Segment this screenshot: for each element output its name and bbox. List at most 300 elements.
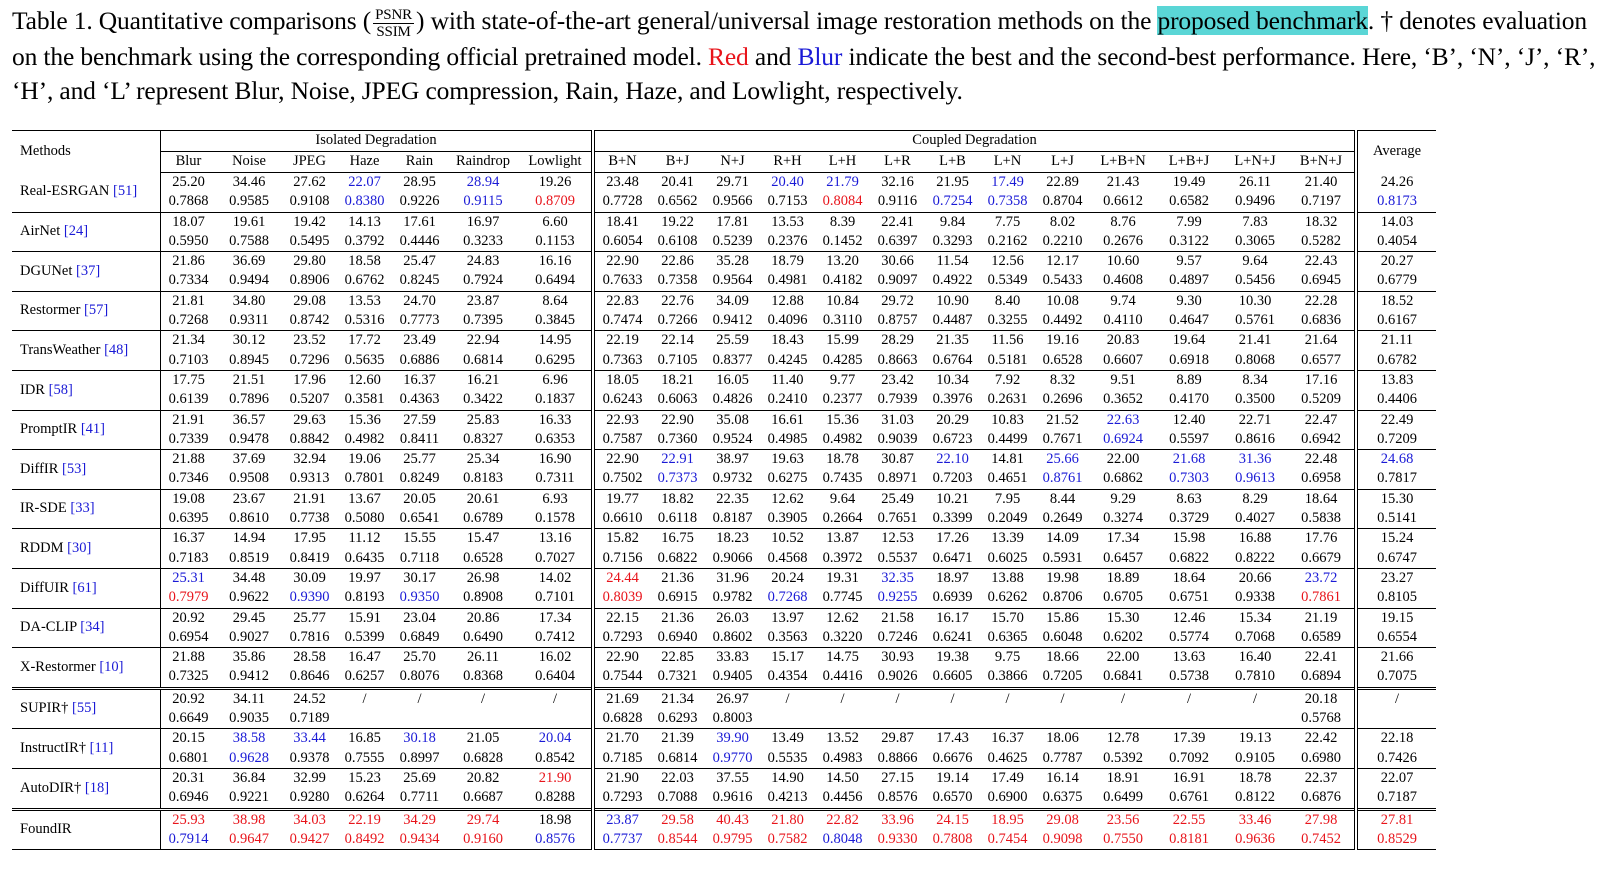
psnr-value: 15.30 xyxy=(1106,609,1140,626)
citation-link[interactable]: [58] xyxy=(44,381,73,398)
ssim-value: 0.5535 xyxy=(767,749,808,766)
column-header-l-b-j: L+B+J xyxy=(1156,152,1222,173)
psnr-value: 14.03 xyxy=(1380,213,1414,230)
ssim-value: 0.9636 xyxy=(1235,830,1275,847)
ssim-value: 0.7454 xyxy=(987,830,1028,847)
psnr-value: 19.14 xyxy=(936,769,969,786)
citation-link[interactable]: [18] xyxy=(81,779,110,796)
metric-cell xyxy=(161,291,217,331)
ssim-value xyxy=(337,709,392,728)
ssim-value: 0.8757 xyxy=(877,312,918,329)
ssim-value: 0.8709 xyxy=(535,193,575,210)
ssim-value: 0.2410 xyxy=(767,391,808,408)
metric-cell xyxy=(1156,410,1222,450)
ssim-value: 0.6789 xyxy=(463,510,503,527)
ssim-value: 0.7321 xyxy=(657,668,698,685)
table-row xyxy=(12,331,1436,371)
metric-cell xyxy=(1156,729,1222,769)
ssim-value: 0.7293 xyxy=(602,789,643,806)
psnr-value: 8.63 xyxy=(1176,490,1202,507)
ssim-value: 0.8646 xyxy=(289,668,330,685)
metric-cell xyxy=(593,410,650,450)
psnr-value: 20.31 xyxy=(172,769,205,786)
psnr-value: 34.09 xyxy=(716,292,749,309)
psnr-value: 22.42 xyxy=(1304,730,1338,747)
metric-cell xyxy=(1356,688,1436,729)
ssim-value: 0.8084 xyxy=(822,193,863,210)
ssim-value: 0.7737 xyxy=(602,830,643,847)
psnr-value: / xyxy=(840,690,845,707)
psnr-value: 21.88 xyxy=(172,451,205,468)
psnr-value: 20.24 xyxy=(771,569,804,586)
metric-cell xyxy=(1222,291,1288,331)
metric-cell xyxy=(760,370,815,410)
psnr-value: 23.27 xyxy=(1380,569,1414,586)
psnr-value: 25.47 xyxy=(403,253,436,270)
metric-cell xyxy=(447,568,519,608)
ssim-value: 0.8544 xyxy=(657,830,698,847)
metric-cell xyxy=(1156,809,1222,850)
method-name xyxy=(12,173,161,213)
metric-cell xyxy=(1222,648,1288,689)
ssim-value: 0.7197 xyxy=(1301,193,1341,210)
column-header-l-h: L+H xyxy=(815,152,870,173)
citation-link[interactable]: [33] xyxy=(66,500,95,517)
psnr-value: 20.29 xyxy=(936,411,969,428)
metric-cell xyxy=(1090,608,1156,648)
metric-cell xyxy=(282,529,337,569)
metric-cell xyxy=(760,529,815,569)
ssim-value: 0.9622 xyxy=(229,589,269,606)
psnr-value: 13.39 xyxy=(991,530,1024,547)
ssim-value: 0.8663 xyxy=(877,351,918,368)
ssim-value: 0.7153 xyxy=(767,193,808,210)
ssim-value: 0.9027 xyxy=(229,628,269,645)
psnr-value: 22.07 xyxy=(348,174,381,190)
method-label: DA-CLIP xyxy=(20,619,77,636)
metric-cell xyxy=(1288,331,1356,371)
method-name xyxy=(12,291,161,331)
psnr-value: 21.95 xyxy=(936,174,969,190)
metric-cell xyxy=(282,212,337,252)
method-name xyxy=(12,370,161,410)
ssim-value: 0.5433 xyxy=(1042,272,1083,289)
metric-cell xyxy=(980,608,1035,648)
psnr-value: 20.86 xyxy=(466,609,500,626)
ssim-value: 0.6822 xyxy=(657,549,698,566)
psnr-value: 23.67 xyxy=(232,490,266,507)
psnr-value: 21.64 xyxy=(1304,332,1338,349)
metric-cell xyxy=(1035,568,1090,608)
ssim-value: 0.7268 xyxy=(767,589,808,606)
psnr-value: 34.29 xyxy=(403,811,436,828)
ssim-value: 0.7303 xyxy=(1169,470,1209,487)
method-label: Restormer xyxy=(20,302,81,319)
pretrained-dagger: † xyxy=(73,779,82,796)
metric-cell xyxy=(161,489,217,529)
metric-cell xyxy=(161,410,217,450)
psnr-value: 22.19 xyxy=(606,332,639,349)
metric-cell xyxy=(815,768,870,809)
metric-cell xyxy=(705,370,760,410)
psnr-value: 19.13 xyxy=(1238,730,1272,747)
psnr-value: 18.52 xyxy=(1380,292,1414,309)
column-header-b-j: B+J xyxy=(650,152,705,173)
metric-cell xyxy=(1222,252,1288,292)
psnr-value: 17.49 xyxy=(991,769,1024,786)
metric-cell xyxy=(980,331,1035,371)
ssim-value: 0.6610 xyxy=(602,510,643,527)
method-name xyxy=(12,568,161,608)
metric-cell xyxy=(1090,331,1156,371)
metric-cell xyxy=(870,252,925,292)
ssim-value: 0.8576 xyxy=(535,830,575,847)
psnr-value: 22.10 xyxy=(936,451,969,468)
metric-cell xyxy=(760,331,815,371)
psnr-value: 27.81 xyxy=(1380,811,1414,828)
caption-red-word: Red xyxy=(708,41,749,71)
psnr-value: 21.34 xyxy=(661,690,694,707)
metric-cell xyxy=(870,450,925,490)
metric-cell xyxy=(392,768,447,809)
coupled-degradation-header: Coupled Degradation xyxy=(593,131,1356,152)
ssim-value: 0.2049 xyxy=(987,510,1028,527)
metric-cell xyxy=(1035,331,1090,371)
psnr-value: 7.92 xyxy=(994,371,1021,388)
ssim-value: 0.9330 xyxy=(877,830,918,847)
psnr-value: 21.80 xyxy=(771,811,804,828)
citation-link[interactable]: [41] xyxy=(77,421,105,438)
ssim-value: 0.6262 xyxy=(987,589,1028,606)
metric-cell xyxy=(1090,648,1156,689)
ssim-value: 0.6764 xyxy=(932,351,973,368)
ssim-value: 0.7373 xyxy=(657,470,698,487)
ssim-value: 0.6649 xyxy=(168,710,209,727)
ssim-value: 0.7544 xyxy=(602,668,643,685)
metric-cell xyxy=(447,608,519,648)
metric-cell xyxy=(392,370,447,410)
ssim-value: 0.5209 xyxy=(1301,391,1341,408)
psnr-value: 18.98 xyxy=(538,811,572,828)
metric-cell xyxy=(705,331,760,371)
psnr-value: 8.89 xyxy=(1176,371,1202,388)
metric-cell xyxy=(760,729,815,769)
metric-cell xyxy=(447,529,519,569)
ssim-value xyxy=(1156,709,1222,728)
metric-cell xyxy=(519,568,593,608)
metric-cell xyxy=(980,529,1035,569)
psnr-value: 22.90 xyxy=(606,253,639,270)
psnr-value: 22.86 xyxy=(661,253,694,270)
psnr-value: 22.47 xyxy=(1304,411,1338,428)
psnr-value: 12.53 xyxy=(881,530,914,547)
psnr-value: 22.18 xyxy=(1380,730,1414,747)
psnr-value: 25.66 xyxy=(1046,451,1079,468)
psnr-value: 17.16 xyxy=(1304,371,1338,388)
metric-cell xyxy=(1222,173,1288,213)
ssim-value: 0.8288 xyxy=(535,789,575,806)
ssim-value: 0.7817 xyxy=(1377,470,1417,487)
psnr-value: 14.90 xyxy=(771,769,804,786)
psnr-value: 25.59 xyxy=(716,332,749,349)
citation-link[interactable]: [37] xyxy=(72,262,101,279)
citation-link[interactable]: [61] xyxy=(68,579,97,596)
psnr-value: 16.85 xyxy=(348,730,381,747)
ssim-value: 0.6612 xyxy=(1103,193,1143,210)
metric-cell xyxy=(870,768,925,809)
metric-cell xyxy=(337,568,392,608)
psnr-value: 29.08 xyxy=(1046,811,1079,828)
ssim-value: 0.5141 xyxy=(1377,510,1417,527)
column-header-lowlight: Lowlight xyxy=(519,152,593,173)
metric-cell xyxy=(161,212,217,252)
ssim-value: 0.7633 xyxy=(602,272,643,289)
psnr-value: 8.76 xyxy=(1110,213,1136,230)
ssim-value: 0.7334 xyxy=(168,272,209,289)
metric-cell xyxy=(650,291,705,331)
metric-cell xyxy=(216,489,282,529)
psnr-value: 24.70 xyxy=(403,292,436,309)
column-header-r-h: R+H xyxy=(760,152,815,173)
table-caption xyxy=(12,4,1597,108)
psnr-value: 13.67 xyxy=(348,490,381,507)
metric-cell xyxy=(650,410,705,450)
psnr-value: 21.81 xyxy=(172,292,205,309)
psnr-value: 22.35 xyxy=(716,490,749,507)
psnr-value: 17.49 xyxy=(991,174,1024,190)
citation-link[interactable]: [48] xyxy=(100,342,129,359)
citation-link[interactable]: [10] xyxy=(95,658,124,675)
metric-cell xyxy=(447,450,519,490)
ssim-value: 0.3866 xyxy=(987,668,1028,685)
metric-cell xyxy=(1356,291,1436,331)
ssim-value: 0.9108 xyxy=(289,193,330,210)
psnr-value: 20.82 xyxy=(466,769,500,786)
psnr-value: 25.77 xyxy=(293,609,326,626)
psnr-value: 22.00 xyxy=(1106,649,1140,666)
ssim-value: 0.2631 xyxy=(987,391,1028,408)
psnr-value: 23.87 xyxy=(606,811,639,828)
psnr-value: 17.72 xyxy=(348,332,381,349)
citation-link[interactable]: [30] xyxy=(63,539,92,556)
metric-cell xyxy=(447,331,519,371)
metric-cell xyxy=(815,688,870,729)
metric-cell xyxy=(593,291,650,331)
ssim-value: 0.9026 xyxy=(877,668,918,685)
metric-cell xyxy=(161,331,217,371)
metric-cell xyxy=(705,489,760,529)
ssim-value: 0.6528 xyxy=(463,549,503,566)
ssim-value: 0.6264 xyxy=(344,789,385,806)
ssim-value: 0.6828 xyxy=(602,710,643,727)
ssim-value: 0.6275 xyxy=(767,470,808,487)
metric-cell xyxy=(870,568,925,608)
metric-cell xyxy=(282,688,337,729)
psnr-value: 26.11 xyxy=(466,649,500,666)
citation-link[interactable]: [51] xyxy=(109,183,138,200)
psnr-value: 19.08 xyxy=(172,490,205,507)
psnr-value: 21.36 xyxy=(661,569,694,586)
ssim-value: 0.7027 xyxy=(535,549,575,566)
metric-cell xyxy=(705,291,760,331)
ssim-value: 0.6562 xyxy=(657,193,698,210)
ssim-value: 0.8249 xyxy=(399,470,440,487)
metric-cell xyxy=(760,212,815,252)
metric-cell xyxy=(161,252,217,292)
ssim-value: 0.1578 xyxy=(535,510,575,527)
metric-cell xyxy=(1035,450,1090,490)
psnr-value: 19.49 xyxy=(1172,174,1206,190)
ssim-value: 0.4982 xyxy=(344,430,385,447)
psnr-value: 15.98 xyxy=(1172,530,1206,547)
method-label: IR-SDE xyxy=(20,500,67,517)
ssim-value: 0.6353 xyxy=(535,430,575,447)
citation-link[interactable]: [53] xyxy=(58,460,87,477)
ssim-value: 0.5207 xyxy=(289,391,330,408)
psnr-value: 16.91 xyxy=(1172,769,1206,786)
metric-cell xyxy=(337,688,392,729)
metric-cell xyxy=(650,608,705,648)
ssim-value: 0.8411 xyxy=(399,430,440,447)
metric-cell xyxy=(447,768,519,809)
psnr-value: 13.83 xyxy=(1380,371,1414,388)
psnr-value: / xyxy=(1005,690,1010,707)
column-header-noise: Noise xyxy=(216,152,282,173)
ssim-value: 0.4110 xyxy=(1103,312,1143,329)
ssim-value: 0.4027 xyxy=(1235,510,1275,527)
psnr-value: 21.11 xyxy=(1380,332,1414,349)
metric-cell xyxy=(1222,568,1288,608)
metric-cell xyxy=(870,212,925,252)
ssim-value: 0.6836 xyxy=(1301,312,1341,329)
psnr-value: 13.52 xyxy=(826,730,859,747)
ssim-value: 0.6202 xyxy=(1103,628,1143,645)
psnr-value: / xyxy=(417,690,422,707)
ssim-value: 0.6747 xyxy=(1377,549,1417,566)
psnr-value: 22.94 xyxy=(466,332,500,349)
ssim-value: 0.6958 xyxy=(1301,470,1341,487)
ssim-value: 0.7914 xyxy=(168,830,209,847)
psnr-value: / xyxy=(480,690,486,707)
metric-cell xyxy=(337,608,392,648)
metric-cell xyxy=(216,410,282,450)
metric-cell xyxy=(870,648,925,689)
psnr-value: 26.11 xyxy=(1238,174,1272,190)
citation-link[interactable]: [55] xyxy=(68,700,97,717)
psnr-value: 20.92 xyxy=(172,690,205,707)
ssim-value: 0.9115 xyxy=(463,193,503,210)
psnr-value: 21.90 xyxy=(538,769,572,786)
metric-cell xyxy=(216,768,282,809)
psnr-value: 19.64 xyxy=(1172,332,1206,349)
table-row xyxy=(12,291,1436,331)
psnr-value: 15.82 xyxy=(606,530,639,547)
citation-link[interactable]: [34] xyxy=(76,619,105,636)
method-name xyxy=(12,529,161,569)
metric-cell xyxy=(760,608,815,648)
metric-cell xyxy=(1356,729,1436,769)
metric-cell xyxy=(1288,252,1356,292)
ssim-value: 0.7896 xyxy=(229,391,269,408)
metric-cell xyxy=(161,768,217,809)
psnr-value: 24.26 xyxy=(1380,173,1414,190)
metric-cell xyxy=(1035,648,1090,689)
ssim-value: 0.6605 xyxy=(932,668,973,685)
psnr-value: 13.20 xyxy=(826,253,859,270)
metric-cell xyxy=(1222,370,1288,410)
psnr-value: 22.63 xyxy=(1106,411,1140,428)
ssim-value: 0.6918 xyxy=(1169,351,1209,368)
ssim-value: 0.9478 xyxy=(229,430,269,447)
method-name xyxy=(12,410,161,450)
metric-cell xyxy=(925,688,980,729)
ssim-value: 0.7801 xyxy=(344,470,385,487)
ssim-value: 0.5761 xyxy=(1235,312,1275,329)
metric-cell xyxy=(815,252,870,292)
caption-and: and xyxy=(748,41,798,71)
psnr-value: 30.12 xyxy=(232,332,266,349)
method-name xyxy=(12,331,161,371)
ssim-value: 0.7738 xyxy=(289,510,330,527)
ssim-value: 0.8706 xyxy=(1042,589,1083,606)
ssim-value: 0.3581 xyxy=(344,391,385,408)
metric-cell xyxy=(1090,173,1156,213)
metric-cell xyxy=(980,212,1035,252)
psnr-value: 15.34 xyxy=(1238,609,1272,626)
psnr-value: 29.80 xyxy=(293,253,326,270)
citation-link[interactable]: [24] xyxy=(60,223,89,240)
metric-cell xyxy=(650,568,705,608)
ssim-value: 0.4983 xyxy=(822,749,863,766)
psnr-value: 17.34 xyxy=(1106,530,1140,547)
table-row xyxy=(12,729,1436,769)
citation-link[interactable]: [11] xyxy=(86,739,114,756)
citation-link[interactable]: [57] xyxy=(80,302,109,319)
ssim-value: 0.6397 xyxy=(877,232,918,249)
psnr-value: 17.43 xyxy=(936,730,969,747)
metric-cell xyxy=(870,489,925,529)
ssim-value: 0.8076 xyxy=(399,668,440,685)
psnr-value: 16.75 xyxy=(661,530,694,547)
ssim-value: 0.4651 xyxy=(987,470,1028,487)
metric-cell xyxy=(1288,410,1356,450)
ssim-value: 0.3563 xyxy=(767,628,808,645)
ssim-value: 0.6814 xyxy=(463,351,503,368)
column-header-rain: Rain xyxy=(392,152,447,173)
metric-cell xyxy=(447,809,519,850)
metric-cell xyxy=(705,568,760,608)
ssim-value: 0.4054 xyxy=(1377,232,1417,249)
ssim-value: 0.6705 xyxy=(1103,589,1143,606)
metric-cell xyxy=(705,529,760,569)
metric-cell xyxy=(980,291,1035,331)
method-name xyxy=(12,608,161,648)
method-name xyxy=(12,688,161,729)
metric-cell xyxy=(1356,568,1436,608)
metric-cell xyxy=(870,291,925,331)
metric-cell xyxy=(447,173,519,213)
psnr-value: 17.95 xyxy=(293,530,326,547)
metric-cell xyxy=(1090,410,1156,450)
psnr-value: 19.98 xyxy=(1046,569,1079,586)
metric-cell xyxy=(760,252,815,292)
ssim-value xyxy=(815,709,870,728)
metric-cell xyxy=(337,410,392,450)
ssim-value: 0.7103 xyxy=(168,351,209,368)
ssim-value: 0.9311 xyxy=(229,312,269,329)
ssim-value: 0.6942 xyxy=(1301,430,1341,447)
ssim-value: 0.8419 xyxy=(289,549,330,566)
